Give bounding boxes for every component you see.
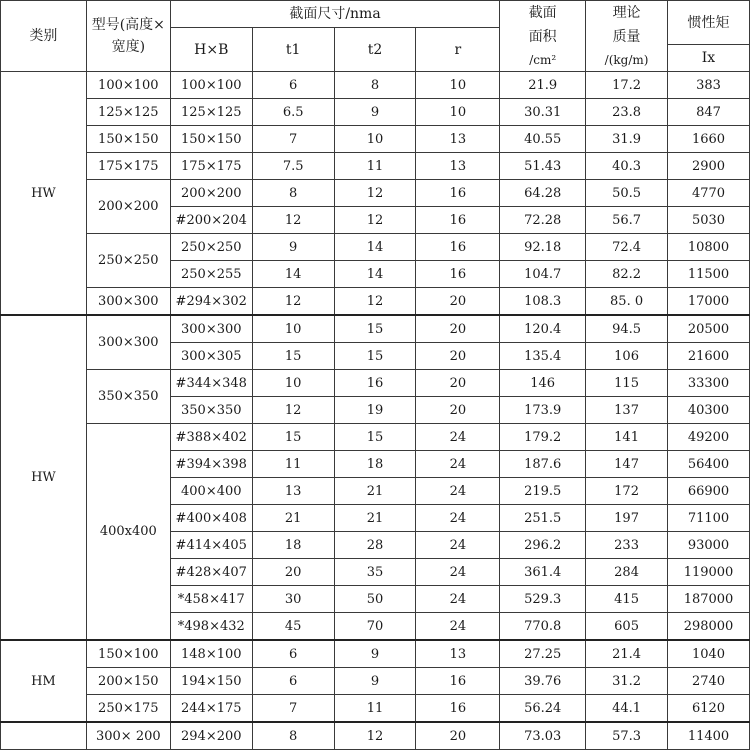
hxb-cell: 148×100: [170, 640, 252, 668]
r-cell: 10: [416, 99, 500, 126]
area-cell: 40.55: [500, 126, 586, 153]
mass-cell: 56.7: [586, 207, 668, 234]
mass-cell: 106: [586, 343, 668, 370]
category-cell: HW: [1, 72, 87, 316]
area-cell: 108.3: [500, 288, 586, 316]
r-cell: 16: [416, 207, 500, 234]
mass-cell: 147: [586, 451, 668, 478]
t2-cell: 35: [334, 559, 416, 586]
t1-cell: 45: [252, 613, 334, 641]
mass-cell: 17.2: [586, 72, 668, 99]
t2-cell: 8: [334, 72, 416, 99]
r-cell: 20: [416, 288, 500, 316]
ix-cell: 56400: [668, 451, 750, 478]
t1-cell: 15: [252, 424, 334, 451]
model-cell: 100×100: [86, 72, 170, 99]
col-category-header: 类别: [1, 1, 87, 72]
t2-cell: 15: [334, 424, 416, 451]
r-cell: 20: [416, 397, 500, 424]
mass-title: 理论质量: [612, 5, 641, 45]
area-title: 截面面积: [528, 5, 557, 45]
ix-cell: 847: [668, 99, 750, 126]
mass-cell: 233: [586, 532, 668, 559]
hxb-cell: 300×300: [170, 315, 252, 343]
ix-cell: 93000: [668, 532, 750, 559]
r-cell: 20: [416, 315, 500, 343]
t2-cell: 12: [334, 180, 416, 207]
model-cell: 300×300: [86, 315, 170, 370]
table-body: [1, 72, 750, 750]
mass-cell: 141: [586, 424, 668, 451]
r-cell: 13: [416, 153, 500, 180]
hxb-cell: 175×175: [170, 153, 252, 180]
area-cell: 21.9: [500, 72, 586, 99]
section-dims-header: 截面尺寸/nma: [170, 1, 499, 28]
t2-cell: 15: [334, 315, 416, 343]
area-cell: 361.4: [500, 559, 586, 586]
category-cell: HW: [1, 315, 87, 640]
model-cell: 200×150: [86, 668, 170, 695]
area-cell: 104.7: [500, 261, 586, 288]
col-r-header: r: [416, 28, 500, 72]
area-cell: 120.4: [500, 315, 586, 343]
r-cell: 24: [416, 586, 500, 613]
t1-cell: 6: [252, 668, 334, 695]
ix-cell: 5030: [668, 207, 750, 234]
table-row: [1, 288, 750, 316]
t2-cell: 10: [334, 126, 416, 153]
ix-cell: 1660: [668, 126, 750, 153]
table-row: [1, 722, 750, 750]
t2-cell: 21: [334, 478, 416, 505]
ix-cell: 11400: [668, 722, 750, 750]
mass-cell: 172: [586, 478, 668, 505]
ix-cell: 21600: [668, 343, 750, 370]
area-cell: 30.31: [500, 99, 586, 126]
r-cell: 24: [416, 424, 500, 451]
area-cell: 187.6: [500, 451, 586, 478]
r-cell: 20: [416, 370, 500, 397]
mass-cell: 197: [586, 505, 668, 532]
hxb-cell: 250×250: [170, 234, 252, 261]
r-cell: 16: [416, 180, 500, 207]
t2-cell: 11: [334, 695, 416, 723]
model-cell: 175×175: [86, 153, 170, 180]
t1-cell: 12: [252, 288, 334, 316]
t1-cell: 21: [252, 505, 334, 532]
ix-cell: 2740: [668, 668, 750, 695]
table-row: [1, 668, 750, 695]
hxb-cell: #388×402: [170, 424, 252, 451]
t1-cell: 7.5: [252, 153, 334, 180]
area-cell: 27.25: [500, 640, 586, 668]
t2-cell: 9: [334, 99, 416, 126]
mass-cell: 137: [586, 397, 668, 424]
area-cell: 56.24: [500, 695, 586, 723]
mass-cell: 94.5: [586, 315, 668, 343]
mass-cell: 23.8: [586, 99, 668, 126]
t2-cell: 11: [334, 153, 416, 180]
hxb-cell: 250×255: [170, 261, 252, 288]
t2-cell: 50: [334, 586, 416, 613]
ix-cell: 49200: [668, 424, 750, 451]
mass-cell: 31.9: [586, 126, 668, 153]
model-cell: 300× 200: [86, 722, 170, 750]
table-row: [1, 72, 750, 99]
col-hxb-header: H×B: [170, 28, 252, 72]
ix-cell: 2900: [668, 153, 750, 180]
category-cell: [1, 722, 87, 750]
t1-cell: 13: [252, 478, 334, 505]
ix-cell: 20500: [668, 315, 750, 343]
hxb-cell: 350×350: [170, 397, 252, 424]
t1-cell: 10: [252, 315, 334, 343]
hxb-cell: #428×407: [170, 559, 252, 586]
model-cell: 250×175: [86, 695, 170, 723]
t1-cell: 6.5: [252, 99, 334, 126]
t1-cell: 8: [252, 180, 334, 207]
r-cell: 24: [416, 505, 500, 532]
r-cell: 24: [416, 451, 500, 478]
table-row: [1, 180, 750, 207]
t1-cell: 6: [252, 640, 334, 668]
table-row: [1, 370, 750, 397]
t2-cell: 9: [334, 640, 416, 668]
ix-cell: 383: [668, 72, 750, 99]
model-cell: 125×125: [86, 99, 170, 126]
t1-cell: 8: [252, 722, 334, 750]
r-cell: 24: [416, 478, 500, 505]
t1-cell: 15: [252, 343, 334, 370]
ix-cell: 187000: [668, 586, 750, 613]
r-cell: 24: [416, 559, 500, 586]
t1-cell: 14: [252, 261, 334, 288]
r-cell: 10: [416, 72, 500, 99]
hxb-cell: 150×150: [170, 126, 252, 153]
t1-cell: 12: [252, 207, 334, 234]
col-area-header: [500, 1, 586, 72]
area-cell: 296.2: [500, 532, 586, 559]
area-cell: 72.28: [500, 207, 586, 234]
t2-cell: 18: [334, 451, 416, 478]
t2-cell: 12: [334, 288, 416, 316]
t2-cell: 19: [334, 397, 416, 424]
ix-cell: 298000: [668, 613, 750, 641]
area-cell: 219.5: [500, 478, 586, 505]
t2-cell: 15: [334, 343, 416, 370]
col-ix-header: Ix: [668, 45, 750, 72]
hxb-cell: #294×302: [170, 288, 252, 316]
t1-cell: 6: [252, 72, 334, 99]
t1-cell: 30: [252, 586, 334, 613]
hxb-cell: 100×100: [170, 72, 252, 99]
t2-cell: 70: [334, 613, 416, 641]
hxb-cell: 200×200: [170, 180, 252, 207]
ix-cell: 119000: [668, 559, 750, 586]
table-row: [1, 695, 750, 723]
hxb-cell: 244×175: [170, 695, 252, 723]
r-cell: 20: [416, 722, 500, 750]
mass-cell: 50.5: [586, 180, 668, 207]
ix-cell: 71100: [668, 505, 750, 532]
mass-cell: 72.4: [586, 234, 668, 261]
model-cell: 150×150: [86, 126, 170, 153]
t1-cell: 10: [252, 370, 334, 397]
col-mass-header: [586, 1, 668, 72]
hxb-cell: #200×204: [170, 207, 252, 234]
t1-cell: 18: [252, 532, 334, 559]
r-cell: 24: [416, 613, 500, 641]
model-cell: 150×100: [86, 640, 170, 668]
area-unit: /cm²: [529, 53, 557, 67]
r-cell: 16: [416, 261, 500, 288]
col-t2-header: t2: [334, 28, 416, 72]
table-row: [1, 153, 750, 180]
r-cell: 20: [416, 343, 500, 370]
mass-cell: 21.4: [586, 640, 668, 668]
col-t1-header: t1: [252, 28, 334, 72]
hxb-cell: *498×432: [170, 613, 252, 641]
mass-cell: 31.2: [586, 668, 668, 695]
mass-cell: 82.2: [586, 261, 668, 288]
t1-cell: 12: [252, 397, 334, 424]
r-cell: 13: [416, 640, 500, 668]
r-cell: 16: [416, 695, 500, 723]
ix-cell: 10800: [668, 234, 750, 261]
model-cell: 300×300: [86, 288, 170, 316]
mass-unit: /(kg/m): [604, 53, 649, 67]
t2-cell: 21: [334, 505, 416, 532]
col-inertia-header: 惯性矩: [668, 1, 750, 45]
ix-cell: 11500: [668, 261, 750, 288]
table-row: [1, 315, 750, 343]
category-cell: HM: [1, 640, 87, 722]
t2-cell: 28: [334, 532, 416, 559]
area-cell: 135.4: [500, 343, 586, 370]
ix-cell: 6120: [668, 695, 750, 723]
model-cell: 200×200: [86, 180, 170, 234]
area-cell: 73.03: [500, 722, 586, 750]
table-row: [1, 234, 750, 261]
table-row: [1, 424, 750, 451]
area-cell: 529.3: [500, 586, 586, 613]
mass-cell: 284: [586, 559, 668, 586]
mass-cell: 605: [586, 613, 668, 641]
hxb-cell: 194×150: [170, 668, 252, 695]
area-cell: 179.2: [500, 424, 586, 451]
ix-cell: 1040: [668, 640, 750, 668]
area-cell: 64.28: [500, 180, 586, 207]
t1-cell: 9: [252, 234, 334, 261]
ix-cell: 4770: [668, 180, 750, 207]
table-row: [1, 126, 750, 153]
t2-cell: 9: [334, 668, 416, 695]
r-cell: 16: [416, 234, 500, 261]
t1-cell: 7: [252, 695, 334, 723]
ix-cell: 17000: [668, 288, 750, 316]
area-cell: 770.8: [500, 613, 586, 641]
mass-cell: 85. 0: [586, 288, 668, 316]
hxb-cell: 125×125: [170, 99, 252, 126]
model-cell: 350×350: [86, 370, 170, 424]
model-cell: 400x400: [86, 424, 170, 641]
ix-cell: 66900: [668, 478, 750, 505]
ix-cell: 40300: [668, 397, 750, 424]
area-cell: 251.5: [500, 505, 586, 532]
hxb-cell: #400×408: [170, 505, 252, 532]
ix-cell: 33300: [668, 370, 750, 397]
hxb-cell: #394×398: [170, 451, 252, 478]
table-row: [1, 640, 750, 668]
header-row-1: [1, 1, 750, 28]
table-row: [1, 99, 750, 126]
mass-cell: 44.1: [586, 695, 668, 723]
area-cell: 92.18: [500, 234, 586, 261]
hxb-cell: 300×305: [170, 343, 252, 370]
t1-cell: 11: [252, 451, 334, 478]
mass-cell: 415: [586, 586, 668, 613]
mass-cell: 57.3: [586, 722, 668, 750]
area-cell: 39.76: [500, 668, 586, 695]
area-cell: 173.9: [500, 397, 586, 424]
mass-cell: 40.3: [586, 153, 668, 180]
model-cell: 250×250: [86, 234, 170, 288]
t1-cell: 20: [252, 559, 334, 586]
r-cell: 24: [416, 532, 500, 559]
t2-cell: 16: [334, 370, 416, 397]
t2-cell: 14: [334, 234, 416, 261]
col-model-header: 型号(高度×宽度): [86, 1, 170, 72]
t2-cell: 12: [334, 722, 416, 750]
hxb-cell: *458×417: [170, 586, 252, 613]
area-cell: 146: [500, 370, 586, 397]
t2-cell: 12: [334, 207, 416, 234]
t1-cell: 7: [252, 126, 334, 153]
hxb-cell: 400×400: [170, 478, 252, 505]
r-cell: 13: [416, 126, 500, 153]
area-cell: 51.43: [500, 153, 586, 180]
mass-cell: 115: [586, 370, 668, 397]
hxb-cell: #344×348: [170, 370, 252, 397]
r-cell: 16: [416, 668, 500, 695]
hxb-cell: 294×200: [170, 722, 252, 750]
hxb-cell: #414×405: [170, 532, 252, 559]
t2-cell: 14: [334, 261, 416, 288]
